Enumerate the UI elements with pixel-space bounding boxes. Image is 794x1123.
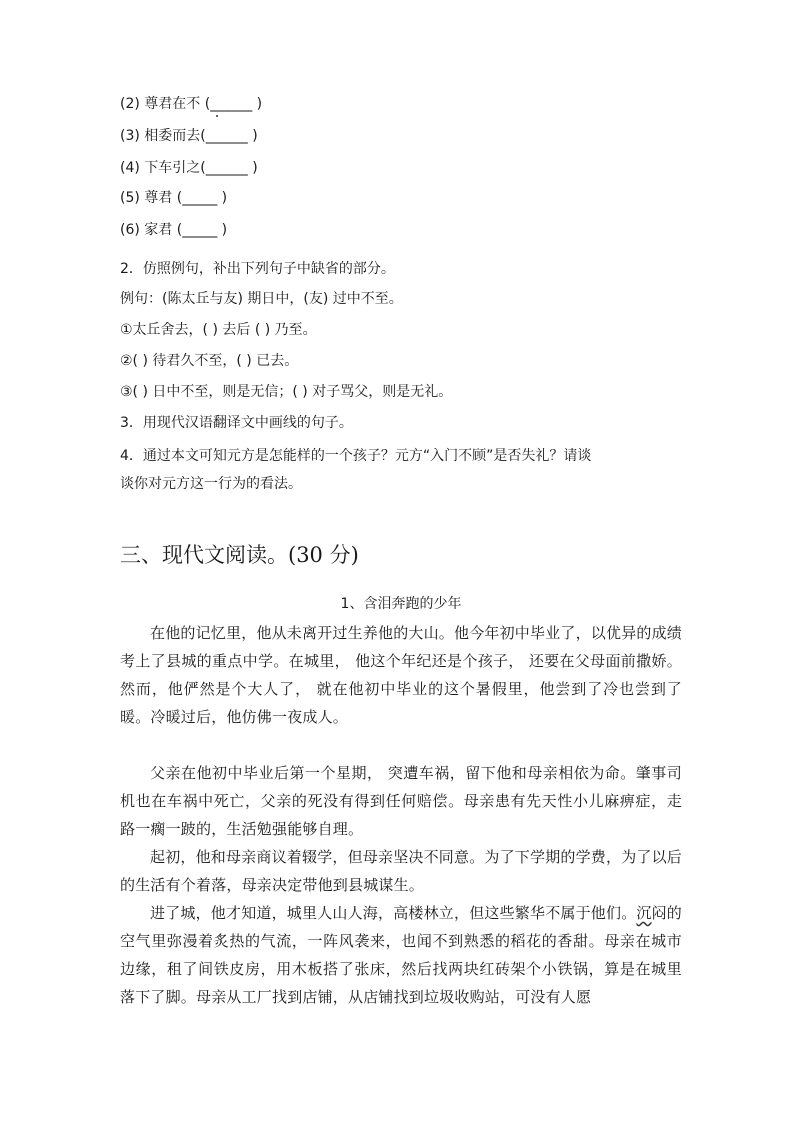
story-paragraph-4-rest: 闷的空气里弥漫着炙热的气流，一阵风袭来，也闻不到熟悉的稻花的香甜。母亲在城市边缘，租了间铁皮房，用木板搭了张床，然后找两块红砖架个小铁锅，算是在城里落下了脚。母亲从工厂找到店铺，从店铺找到垃圾收购站，可没有人愿 [120,904,683,1006]
story-paragraph-2: 父亲在他初中毕业后第一个星期， 突遭车祸，留下他和母亲相依为命。肇事司机也在车祸中死亡，父亲的死没有得到任何赔偿。母亲患有先天性小儿麻痹症，走路一瘸一跛的，生活勉强能够自理。 [120,764,682,838]
fill-item-2: ②( ) 待君久不至，( ) 已去。 [120,353,299,369]
underlined-sentence-start: 沉 [636,904,652,922]
fill-item-1: ①太丘舍去，( ) 去后 ( ) 乃至。 [120,322,317,338]
question-4-line-1: 4．通过本文可知元方是怎能样的一个孩子？元方“入门不顾”是否失礼？请谈 [120,448,592,464]
fill-item-3: ③( ) 日中不至，则是无信；( ) 对子骂父，则是无礼。 [120,384,453,400]
vocab-item-6: (6) 家君 (_____ ) [120,222,228,238]
story-paragraph-4-start: 进了城，他才知道，城里人山人海，高楼林立，但这些繁华不属于他们。 [150,904,637,922]
story-paragraph-3: 起初，他和母亲商议着辍学，但母亲坚决不同意。为了下学期的学费，为了以后的生活有个着落，母亲决定带他到县城谋生。 [120,848,683,894]
vocab-item-5: (5) 尊君 (_____ ) [120,190,228,206]
question-2: 2．仿照例句，补出下列句子中缺省的部分。 [120,261,395,277]
section-title: 三、现代文阅读。(30 分) [120,543,359,567]
vocab-item-4: (4) 下车引之(______ ) [120,160,258,176]
vocab-item-3: (3) 相委而去(______ ) [120,128,258,144]
emphasis-dot [216,115,218,117]
vocab-item-2: (2) 尊君在不 (______ ) [120,96,263,112]
story-paragraph-4 [120,899,682,1011]
question-3: 3．用现代汉语翻译文中画线的句子。 [120,415,353,431]
story-paragraph-1: 在他的记忆里，他从未离开过生养他的大山。他今年初中毕业了，以优异的成绩考上了县城的重点中学。在城里， 他这个年纪还是个孩子， 还要在父母面前撒娇。然而，他俨然是个大人了， 就在他初中毕业的这个暑假里，他尝到了冷也尝到了暖。冷暖过后，他仿佛一夜成人。 [120,624,683,726]
example-sentence: 例句：(陈太丘与友) 期日中，(友) 过中不至。 [120,291,403,307]
story-title: 1、含泪奔跑的少年 [340,596,462,612]
question-4-line-2: 谈你对元方这一行为的看法。 [120,476,302,492]
